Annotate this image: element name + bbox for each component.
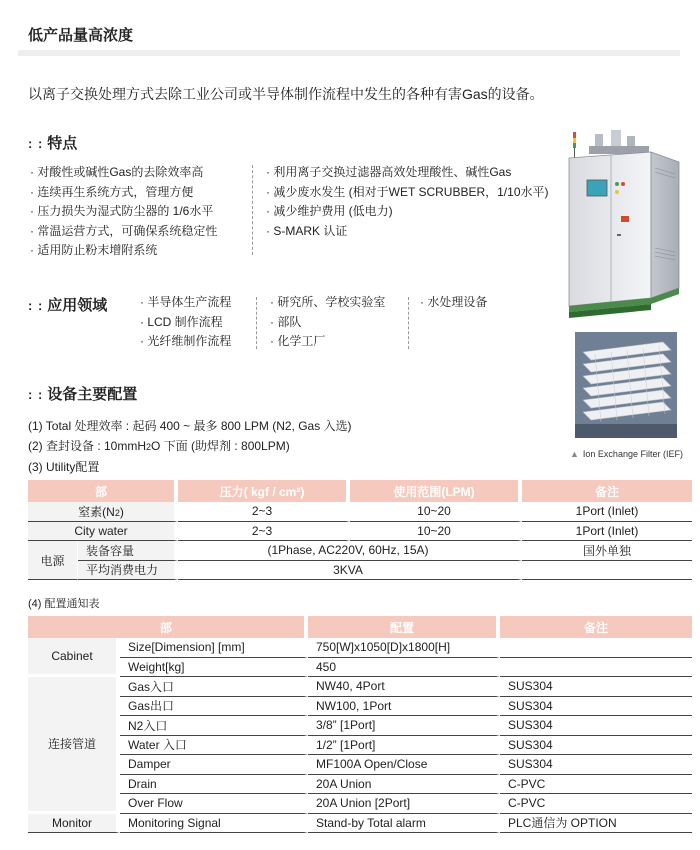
list-item: · S-MARK 认证 xyxy=(266,222,548,242)
table-cell xyxy=(522,561,692,581)
table-header-row xyxy=(28,616,692,638)
table-cell: 3KVA xyxy=(178,561,522,581)
features-heading: : : 特点 xyxy=(28,135,78,152)
table-row xyxy=(28,775,692,795)
table-header-row xyxy=(28,480,692,502)
table-cell: Drain xyxy=(120,775,308,795)
table-row xyxy=(28,794,692,814)
column-header: 部 xyxy=(28,616,308,638)
group-label: Cabinet xyxy=(28,638,120,677)
table-row xyxy=(28,677,692,697)
column-header: 部 xyxy=(28,480,178,502)
list-item: · 连续再生系统方式，管理方便 xyxy=(30,183,217,203)
utility-table xyxy=(28,480,692,580)
table-cell: NW100, 1Port xyxy=(308,697,500,717)
table-cell: C-PVC xyxy=(500,794,692,814)
table-row xyxy=(28,755,692,775)
table-cell: Damper xyxy=(120,755,308,775)
table-cell: N2入口 xyxy=(120,716,308,736)
table-cell: Weight[kg] xyxy=(120,658,308,678)
table-row xyxy=(28,658,692,678)
title-divider xyxy=(18,50,680,56)
list-item: · 减少维护费用 (低电力) xyxy=(266,202,548,222)
row-label: 窒素(N2) xyxy=(28,502,178,522)
config-item-3: (3) Utility配置 xyxy=(28,460,100,474)
triangle-up-icon: ▲ xyxy=(570,449,579,459)
applications-col2 xyxy=(270,293,385,352)
column-header: 备注 xyxy=(522,480,692,502)
intro-text: 以离子交换处理方式去除工业公司或半导体制作流程中发生的各种有害Gas的设备。 xyxy=(28,86,544,102)
table-cell: Gas出口 xyxy=(120,697,308,717)
table-cell: (1Phase, AC220V, 60Hz, 15A) xyxy=(178,541,522,561)
table-cell: 2~3 xyxy=(178,522,350,542)
row-label: 平均消费电力 xyxy=(78,561,178,581)
table-cell: Stand-by Total alarm xyxy=(308,814,500,834)
table-cell: 3/8” [1Port] xyxy=(308,716,500,736)
table-cell: 10~20 xyxy=(350,502,522,522)
list-item: · 压力损失为湿式防尘器的 1/6水平 xyxy=(30,202,217,222)
table-cell: 国外单独 xyxy=(522,541,692,561)
ion-exchange-filter-image xyxy=(575,332,677,438)
table-cell: 1Port (Inlet) xyxy=(522,522,692,542)
table-cell: SUS304 xyxy=(500,755,692,775)
list-item: · 化学工厂 xyxy=(270,332,385,352)
table-cell: C-PVC xyxy=(500,775,692,795)
list-item: · 部队 xyxy=(270,313,385,333)
config-heading: : : 设备主要配置 xyxy=(28,386,138,403)
table-row xyxy=(28,541,692,561)
table-cell: 750[W]x1050[D]x1800[H] xyxy=(308,638,500,658)
table-cell: MF100A Open/Close xyxy=(308,755,500,775)
applications-divider-2 xyxy=(408,297,409,349)
table-cell: Size[Dimension] [mm] xyxy=(120,638,308,658)
table-row xyxy=(28,522,692,542)
group-label: 电源 xyxy=(28,541,78,580)
table-row xyxy=(28,638,692,658)
table-cell: NW40, 4Port xyxy=(308,677,500,697)
page-title: 低产品量高浓度 xyxy=(28,27,134,44)
group-label: 连接管道 xyxy=(28,677,120,814)
table-cell: 450 xyxy=(308,658,500,678)
list-item: · 光纤维制作流程 xyxy=(140,332,231,352)
spec-table xyxy=(28,616,692,833)
applications-heading: : : 应用领域 xyxy=(28,297,108,314)
config-item-2: (2) 查封设备 : 10mmH2O 下面 (助焊剂 : 800LPM) xyxy=(28,439,290,453)
table-cell: SUS304 xyxy=(500,697,692,717)
table-cell: 10~20 xyxy=(350,522,522,542)
table-row xyxy=(28,561,692,581)
list-item: · 水处理设备 xyxy=(420,293,487,313)
list-item: · 对酸性或碱性Gas的去除效率高 xyxy=(30,163,217,183)
column-header: 配置 xyxy=(308,616,500,638)
row-label: 装备容量 xyxy=(78,541,178,561)
table-cell: SUS304 xyxy=(500,677,692,697)
table-cell xyxy=(500,638,692,658)
table-row xyxy=(28,814,692,834)
config-item-1: (1) Total 处理效率 : 起码 400 ~ 最多 800 LPM (N2, Gas 入选) xyxy=(28,419,352,433)
list-item: · 常温运营方式，可确保系统稳定性 xyxy=(30,222,217,242)
config-item-4: (4) 配置通知表 xyxy=(28,598,100,610)
table-row xyxy=(28,697,692,717)
features-list-left xyxy=(30,163,217,261)
list-item: · 减少废水发生 (相对于WET SCRUBBER，1/10水平) xyxy=(266,183,548,203)
list-item: · 适用防止粉末增附系统 xyxy=(30,241,217,261)
list-item: · 研究所、学校实验室 xyxy=(270,293,385,313)
table-cell: SUS304 xyxy=(500,736,692,756)
image-caption: ▲ Ion Exchange Filter (IEF) xyxy=(570,449,683,459)
list-item: · 半导体生产流程 xyxy=(140,293,231,313)
table-cell: 20A Union [2Port] xyxy=(308,794,500,814)
table-row xyxy=(28,736,692,756)
table-row xyxy=(28,716,692,736)
applications-col3 xyxy=(420,293,487,313)
row-label: City water xyxy=(28,522,178,542)
table-cell: 1Port (Inlet) xyxy=(522,502,692,522)
list-item: · LCD 制作流程 xyxy=(140,313,231,333)
column-header: 使用范围(LPM) xyxy=(350,480,522,502)
table-cell: Gas入口 xyxy=(120,677,308,697)
features-list-right xyxy=(266,163,548,241)
table-cell: Over Flow xyxy=(120,794,308,814)
table-cell: 1/2” [1Port] xyxy=(308,736,500,756)
table-cell: Monitoring Signal xyxy=(120,814,308,834)
scrubber-cabinet-image xyxy=(565,128,685,326)
table-cell: 2~3 xyxy=(178,502,350,522)
column-header: 备注 xyxy=(500,616,692,638)
table-cell xyxy=(500,658,692,678)
column-header: 压力( kgf / cm²) xyxy=(178,480,350,502)
applications-divider-1 xyxy=(256,297,257,349)
table-cell: Water 入口 xyxy=(120,736,308,756)
applications-col1 xyxy=(140,293,231,352)
features-divider xyxy=(252,165,253,255)
table-cell: 20A Union xyxy=(308,775,500,795)
list-item: · 利用离子交换过滤器高效处理酸性、碱性Gas xyxy=(266,163,548,183)
table-cell: SUS304 xyxy=(500,716,692,736)
table-cell: PLC通信为 OPTION xyxy=(500,814,692,834)
group-label: Monitor xyxy=(28,814,120,834)
table-row xyxy=(28,502,692,522)
